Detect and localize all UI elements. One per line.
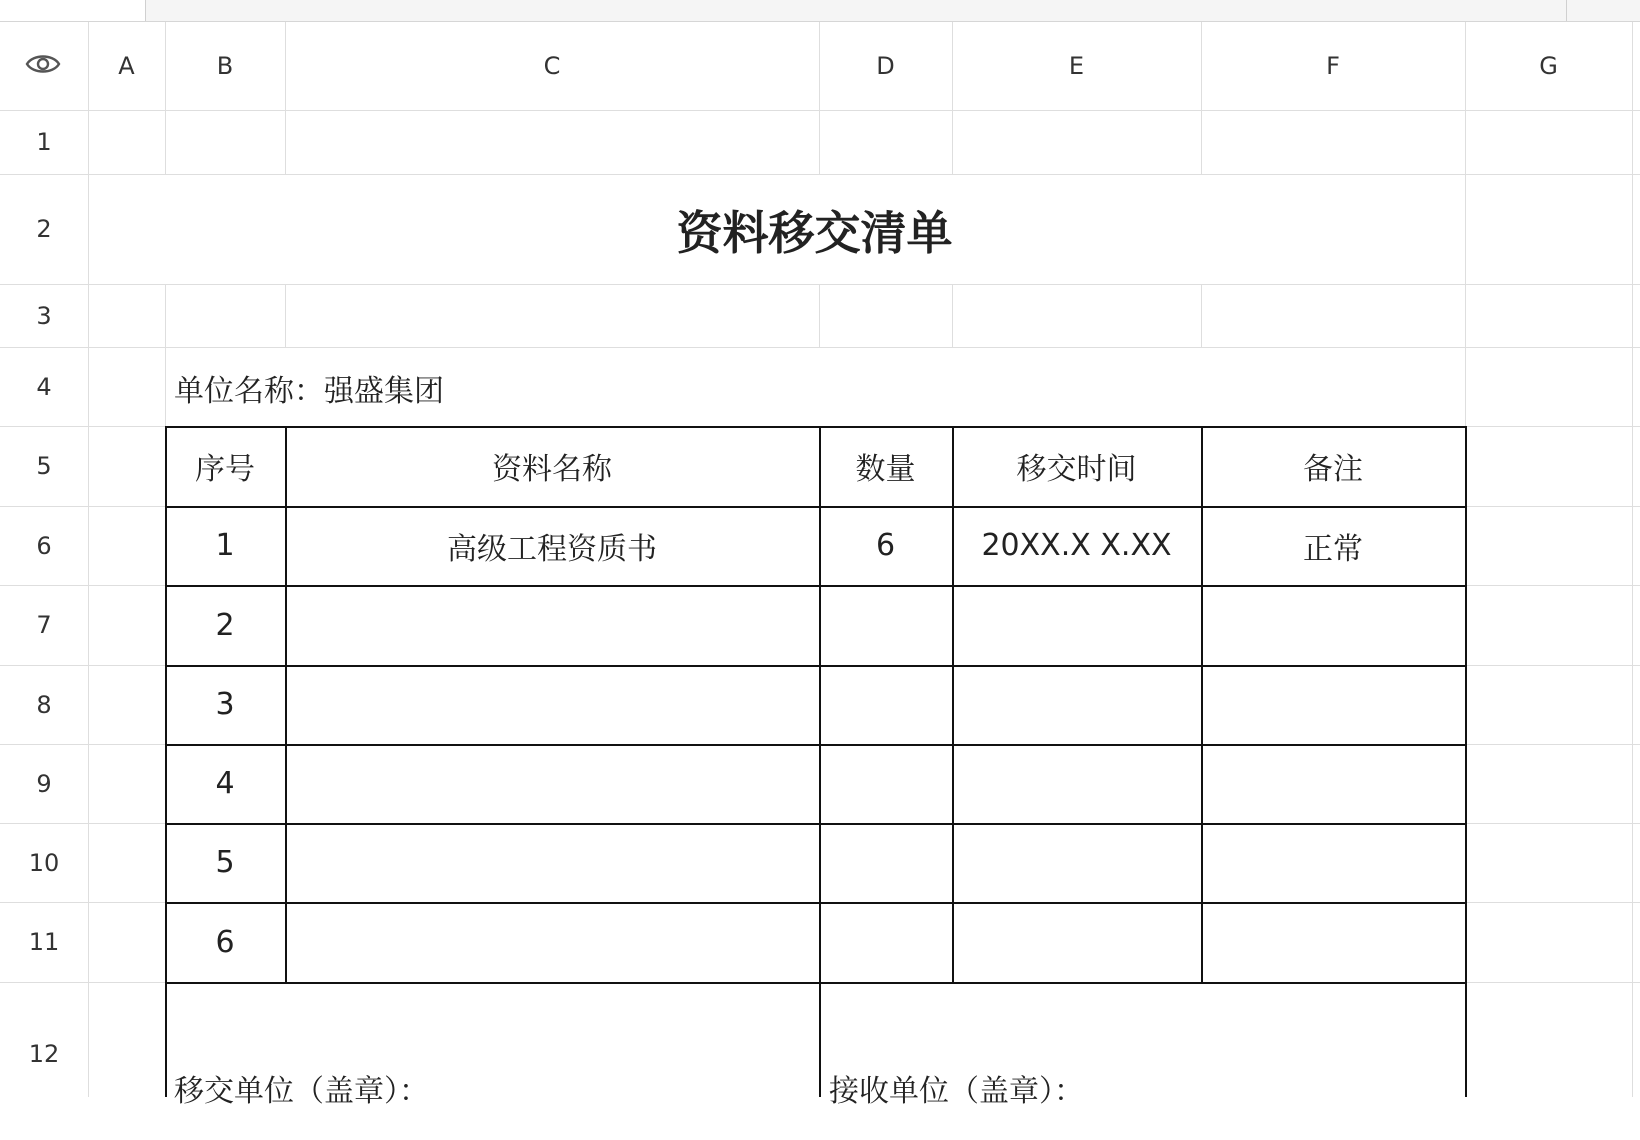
row-header-9[interactable]: 9	[36, 769, 52, 798]
row-header-11[interactable]: 11	[28, 928, 60, 956]
table-cell[interactable]	[819, 902, 952, 982]
formula-bar-divider	[1566, 0, 1567, 21]
gridline	[88, 22, 89, 1097]
table-cell[interactable]	[1201, 902, 1465, 982]
header-cell-name[interactable]: 资料名称	[492, 452, 612, 487]
table-border	[285, 426, 287, 983]
table-border	[165, 426, 1467, 428]
table-cell[interactable]	[952, 823, 1201, 902]
row-header-2[interactable]: 2	[36, 215, 52, 243]
row-header-12[interactable]: 12	[28, 1040, 60, 1068]
table-cell[interactable]	[1201, 744, 1465, 823]
table-border	[1201, 426, 1203, 983]
header-cell-index[interactable]: 序号	[195, 452, 255, 487]
table-border	[1465, 426, 1467, 1097]
table-cell[interactable]: 4	[215, 766, 235, 801]
table-cell[interactable]	[819, 585, 952, 665]
table-border	[165, 585, 1467, 587]
row-header-7[interactable]: 7	[36, 611, 52, 639]
column-header-e[interactable]: E	[1068, 52, 1085, 80]
table-cell[interactable]	[952, 744, 1201, 823]
eye-icon[interactable]	[25, 52, 61, 76]
table-cell[interactable]: 6	[875, 528, 896, 563]
table-cell[interactable]: 20XX.X X.XX	[981, 528, 1172, 563]
row-header-3[interactable]: 3	[36, 301, 52, 330]
table-cell[interactable]	[1201, 823, 1465, 902]
row-header-10[interactable]: 10	[28, 848, 60, 877]
table-cell[interactable]	[285, 823, 819, 902]
page-title[interactable]: 资料移交清单	[165, 175, 1464, 284]
header-cell-quantity[interactable]: 数量	[855, 452, 916, 487]
row-header-6[interactable]: 6	[36, 531, 52, 560]
table-border	[165, 902, 1467, 904]
table-cell[interactable]	[1201, 585, 1465, 665]
column-header-g[interactable]: G	[1539, 52, 1558, 80]
column-header-d[interactable]: D	[876, 52, 895, 80]
row-header-1[interactable]: 1	[36, 128, 52, 156]
table-cell[interactable]: 3	[215, 687, 235, 722]
table-cell[interactable]: 高级工程资质书	[447, 531, 657, 567]
row-header-8[interactable]: 8	[36, 690, 52, 719]
table-cell[interactable]	[952, 665, 1201, 744]
name-box[interactable]	[0, 0, 146, 21]
table-cell[interactable]: 5	[215, 845, 235, 880]
table-cell[interactable]: 2	[215, 607, 235, 643]
table-cell[interactable]	[952, 902, 1201, 982]
table-cell[interactable]: 1	[215, 528, 235, 563]
row-header-4[interactable]: 4	[36, 372, 52, 401]
table-cell[interactable]	[952, 585, 1201, 665]
table-cell[interactable]	[1201, 665, 1465, 744]
table-cell[interactable]	[819, 665, 952, 744]
table-cell[interactable]	[285, 902, 819, 982]
column-header-b[interactable]: B	[216, 52, 234, 80]
gridline	[0, 110, 1640, 111]
table-cell[interactable]	[285, 665, 819, 744]
table-cell[interactable]: 6	[215, 924, 235, 960]
transfer-unit-label[interactable]: 移交单位（盖章）：	[174, 1074, 429, 1109]
table-cell[interactable]	[819, 744, 952, 823]
gridline	[0, 284, 1640, 285]
table-border	[165, 823, 1467, 825]
row-header-5[interactable]: 5	[36, 452, 52, 480]
table-border	[952, 426, 954, 983]
table-border	[165, 982, 1467, 984]
table-cell[interactable]: 正常	[1303, 531, 1363, 567]
gridline	[1632, 22, 1633, 1097]
table-border	[165, 665, 1467, 667]
table-cell[interactable]	[285, 585, 819, 665]
table-cell[interactable]	[285, 744, 819, 823]
header-cell-time[interactable]: 移交时间	[1016, 452, 1137, 487]
unit-name-cell[interactable]: 单位名称：强盛集团	[174, 374, 444, 409]
table-border	[165, 426, 167, 1097]
formula-bar[interactable]	[0, 0, 1640, 22]
column-header-c[interactable]: C	[543, 52, 561, 80]
table-cell[interactable]	[819, 823, 952, 902]
table-border	[165, 506, 1467, 508]
header-cell-remark[interactable]: 备注	[1303, 452, 1363, 487]
table-border	[165, 744, 1467, 746]
receive-unit-label[interactable]: 接收单位（盖章）：	[829, 1074, 1084, 1109]
column-header-f[interactable]: F	[1326, 52, 1340, 80]
column-header-a[interactable]: A	[118, 52, 135, 80]
table-border	[819, 426, 821, 1097]
